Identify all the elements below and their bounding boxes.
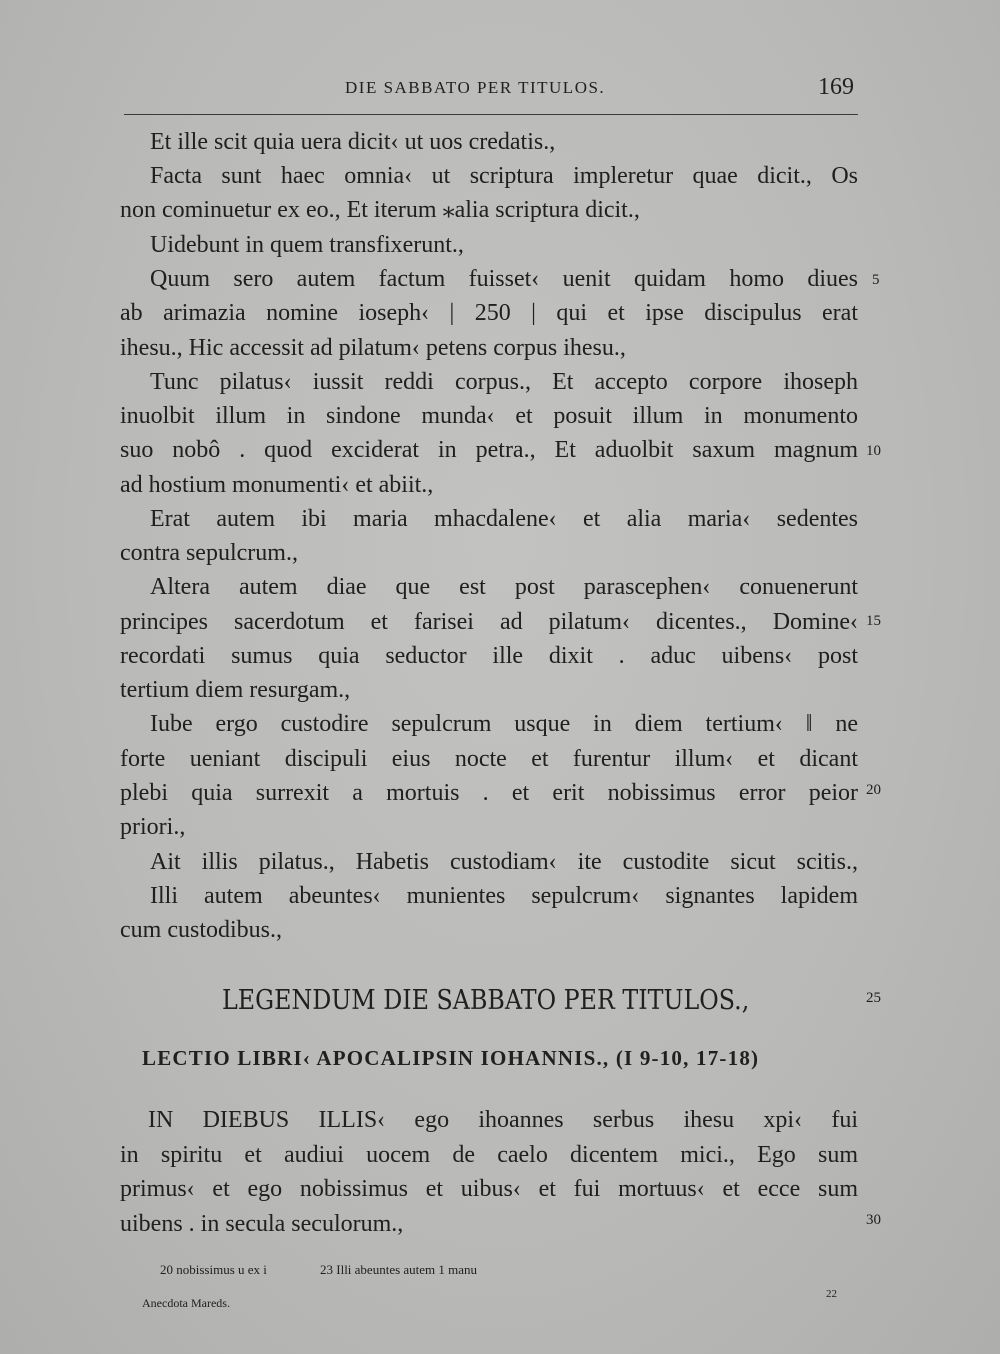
line-number: 30 <box>866 1212 881 1228</box>
text-line: Tunc pilatus‹ iussit reddi corpus., Et accepto corpore ihoseph <box>150 369 858 395</box>
text-line: Ait illis pilatus., Habetis custodiam‹ ite custodite sicut scitis., <box>150 849 858 875</box>
text-line: ab arimazia nomine ioseph‹ | 250 | qui et ipse discipulus erat <box>120 300 858 326</box>
footnote: 20 nobissimus u ex i <box>160 1262 267 1277</box>
running-title: DIE SABBATO PER TITULOS. <box>345 78 606 97</box>
text-line: priori., <box>120 814 186 840</box>
text-line: tertium diem resurgam., <box>120 677 351 703</box>
text-line: Erat autem ibi maria mhacdalene‹ et alia maria‹ sedentes <box>150 506 858 532</box>
text-line: ad hostium monumenti‹ et abiit., <box>120 472 434 498</box>
line-number: 25 <box>866 990 881 1006</box>
text-line: IN DIEBUS ILLIS‹ ego ihoannes serbus ihesu xpi‹ fui <box>148 1107 858 1133</box>
text-line: inuolbit illum in sindone munda‹ et posuit illum in monumento <box>120 403 858 429</box>
text-line: recordati sumus quia seductor ille dixit . aduc uibens‹ post <box>120 643 858 669</box>
text-line: non cominuetur ex eo., Et iterum ⁎alia scriptura dicit., <box>120 197 640 223</box>
footnote: 23 Illi abeuntes autem 1 manu <box>320 1262 478 1277</box>
line-number: 20 <box>866 782 881 798</box>
text-line: uibens . in secula seculorum., <box>120 1211 404 1237</box>
text-line: suo nobô . quod exciderat in petra., Et aduolbit saxum magnum <box>120 437 858 463</box>
text-line: in spiritu et audiui uocem de caelo dicentem mici., Ego sum <box>120 1142 858 1168</box>
header-rule <box>124 114 858 115</box>
line-number: 5 <box>872 272 880 288</box>
text-line: Altera autem diae que est post parascephen‹ conuenerunt <box>150 574 858 600</box>
text-line: Uidebunt in quem transfixerunt., <box>150 232 464 258</box>
publication-footer: Anecdota Mareds. <box>142 1296 230 1310</box>
page-number: 169 <box>818 74 854 100</box>
text-line: contra sepulcrum., <box>120 540 298 566</box>
line-number: 15 <box>866 613 881 629</box>
text-line: Iube ergo custodire sepulcrum usque in diem tertium‹ ‖ ne <box>150 711 858 737</box>
text-line: ihesu., Hic accessit ad pilatum‹ petens corpus ihesu., <box>120 335 626 361</box>
text-line: Quum sero autem factum fuisset‹ uenit quidam homo diues <box>150 266 858 292</box>
text-line: Illi autem abeuntes‹ munientes sepulcrum‹ signantes lapidem <box>150 883 858 909</box>
section-title: LEGENDUM DIE SABBATO PER TITULOS., <box>222 985 750 1016</box>
text-line: primus‹ et ego nobissimus et uibus‹ et fui mortuus‹ et ecce sum <box>120 1176 858 1202</box>
text-line: forte ueniant discipuli eius nocte et furentur illum‹ et dicant <box>120 746 858 772</box>
text-line: Facta sunt haec omnia‹ ut scriptura impleretur quae dicit., Os <box>150 163 858 189</box>
text-line: plebi quia surrexit a mortuis . et erit nobissimus error peior <box>120 780 858 806</box>
text-line: cum custodibus., <box>120 917 282 943</box>
line-number: 10 <box>866 443 881 459</box>
signature-mark: 22 <box>826 1288 837 1300</box>
text-line: principes sacerdotum et farisei ad pilatum‹ dicentes., Domine‹ <box>120 609 858 635</box>
text-line: Et ille scit quia uera dicit‹ ut uos credatis., <box>150 129 556 155</box>
lection-heading: LECTIO LIBRI‹ APOCALIPSIN IOHANNIS., (I 9-10, 17-18) <box>142 1046 760 1070</box>
